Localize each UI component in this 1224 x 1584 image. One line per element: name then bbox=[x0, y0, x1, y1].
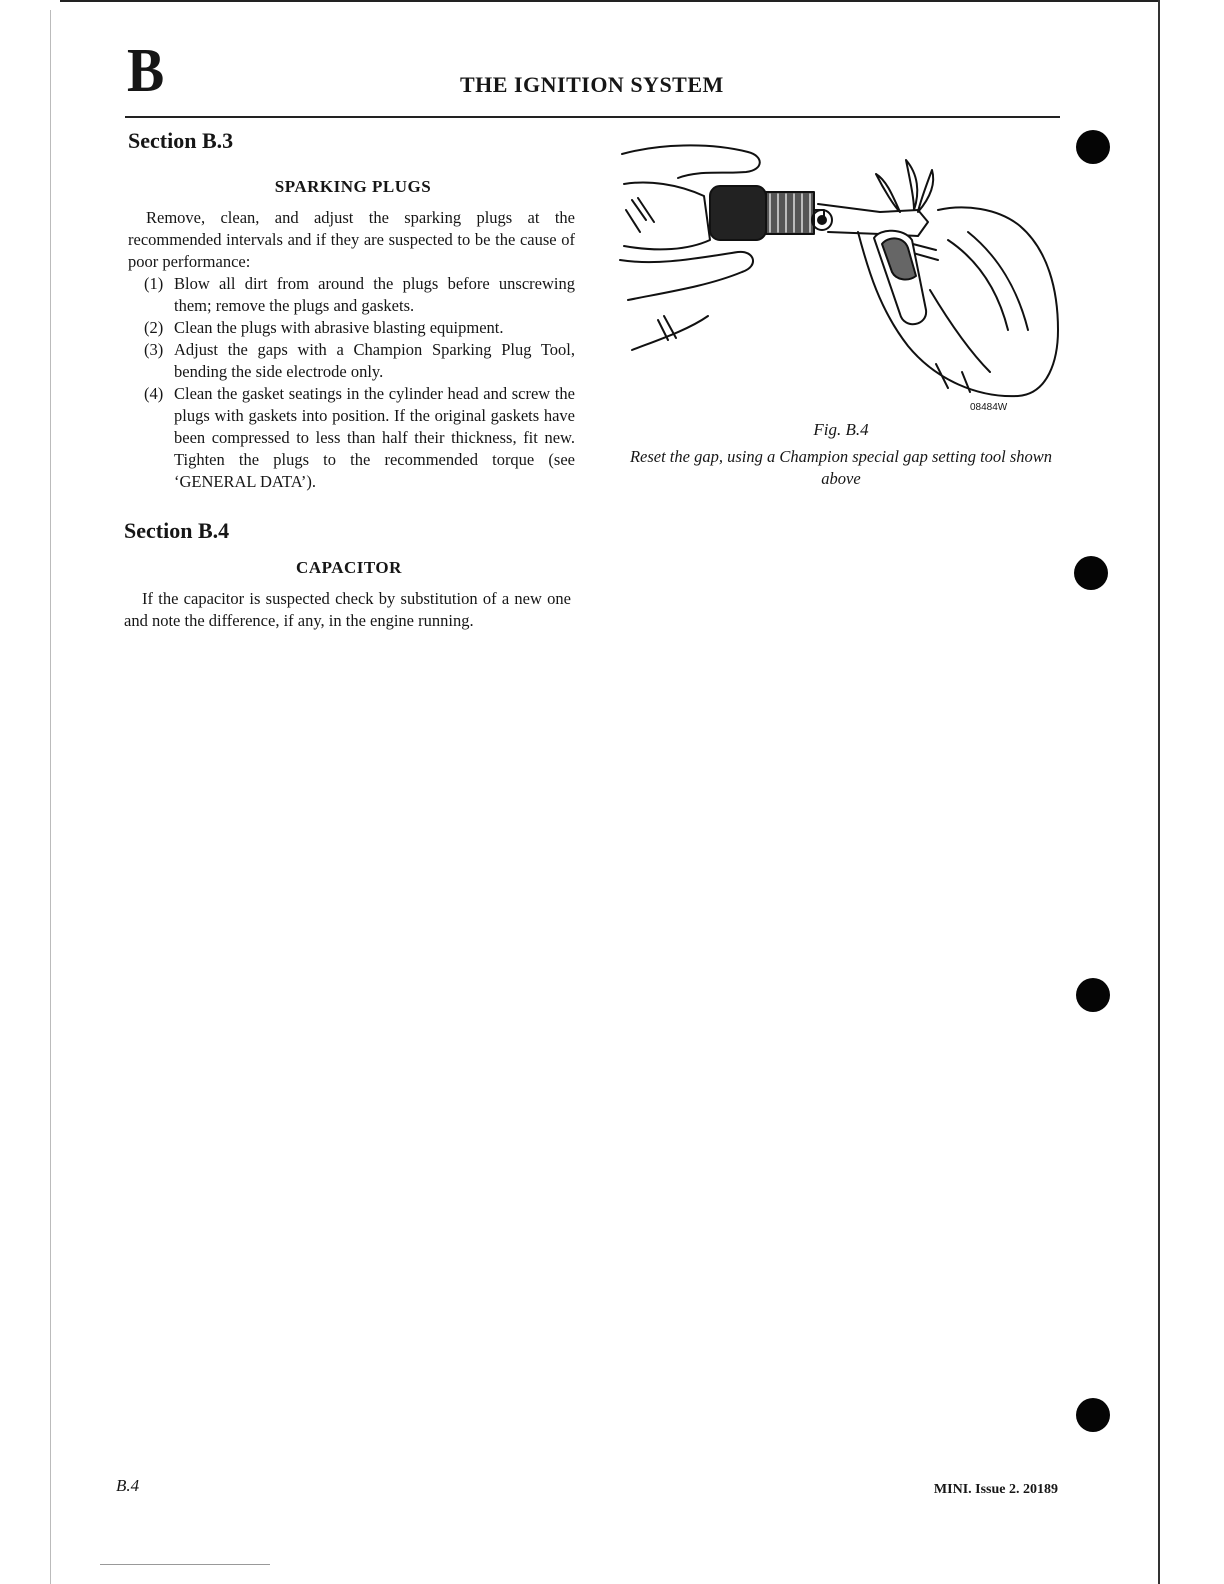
figure-number: Fig. B.4 bbox=[813, 420, 869, 439]
section-b3-heading: Section B.3 bbox=[128, 128, 234, 153]
binder-hole bbox=[1076, 130, 1110, 164]
figure-code: 08484W bbox=[970, 402, 1008, 413]
step-text: Blow all dirt from around the plugs before unscrewing them; remove the plugs and gaskets. bbox=[174, 274, 575, 315]
step-number: (3) bbox=[144, 340, 164, 359]
page-top-edge bbox=[60, 0, 1160, 2]
step-number: (4) bbox=[144, 384, 164, 403]
step-item bbox=[144, 383, 575, 493]
step-text: Clean the plugs with abrasive blasting equipment. bbox=[174, 318, 504, 337]
section-b3-body bbox=[128, 207, 575, 493]
step-text: Adjust the gaps with a Champion Sparking Plug Tool, bending the side electrode only. bbox=[174, 340, 575, 381]
page-left-edge bbox=[50, 10, 51, 1584]
chapter-letter: B bbox=[127, 37, 163, 105]
hands-adjusting-spark-plug-gap-illustration bbox=[618, 140, 1064, 410]
section-b3-steps bbox=[144, 273, 575, 493]
step-text: Clean the gasket seatings in the cylinder head and screw the plugs with gaskets into position. If the original gaskets have been compressed to less than half their thickness, fit new. Tighten the plugs to the recommended torque (see ‘GENERAL DATA’). bbox=[174, 384, 575, 491]
section-b4-subheading: CAPACITOR bbox=[296, 558, 402, 577]
section-b3-intro: Remove, clean, and adjust the sparking plugs at the recommended intervals and if they are suspected to be the cause of poor performance: bbox=[128, 208, 575, 271]
binder-hole bbox=[1076, 1398, 1110, 1432]
page-number: B.4 bbox=[116, 1476, 140, 1495]
step-item bbox=[144, 339, 575, 383]
step-number: (1) bbox=[144, 274, 164, 293]
figure-caption: Reset the gap, using a Champion special gap setting tool shown above bbox=[629, 447, 1053, 488]
binder-hole bbox=[1076, 978, 1110, 1012]
section-b4-heading: Section B.4 bbox=[124, 518, 230, 543]
section-b3-subheading: SPARKING PLUGS bbox=[274, 177, 432, 196]
edition-info: MINI. Issue 2. 20189 bbox=[933, 1482, 1058, 1497]
header-rule bbox=[125, 116, 1060, 118]
binder-hole bbox=[1074, 556, 1108, 590]
section-b4-body: If the capacitor is suspected check by substitution of a new one and note the difference, if any, in the engine running. bbox=[124, 589, 571, 630]
page-right-edge bbox=[1158, 0, 1160, 1584]
step-item bbox=[144, 317, 575, 339]
step-number: (2) bbox=[144, 318, 164, 337]
page-bottom-mark bbox=[100, 1564, 270, 1565]
chapter-title: THE IGNITION SYSTEM bbox=[460, 72, 724, 97]
step-item bbox=[144, 273, 575, 317]
